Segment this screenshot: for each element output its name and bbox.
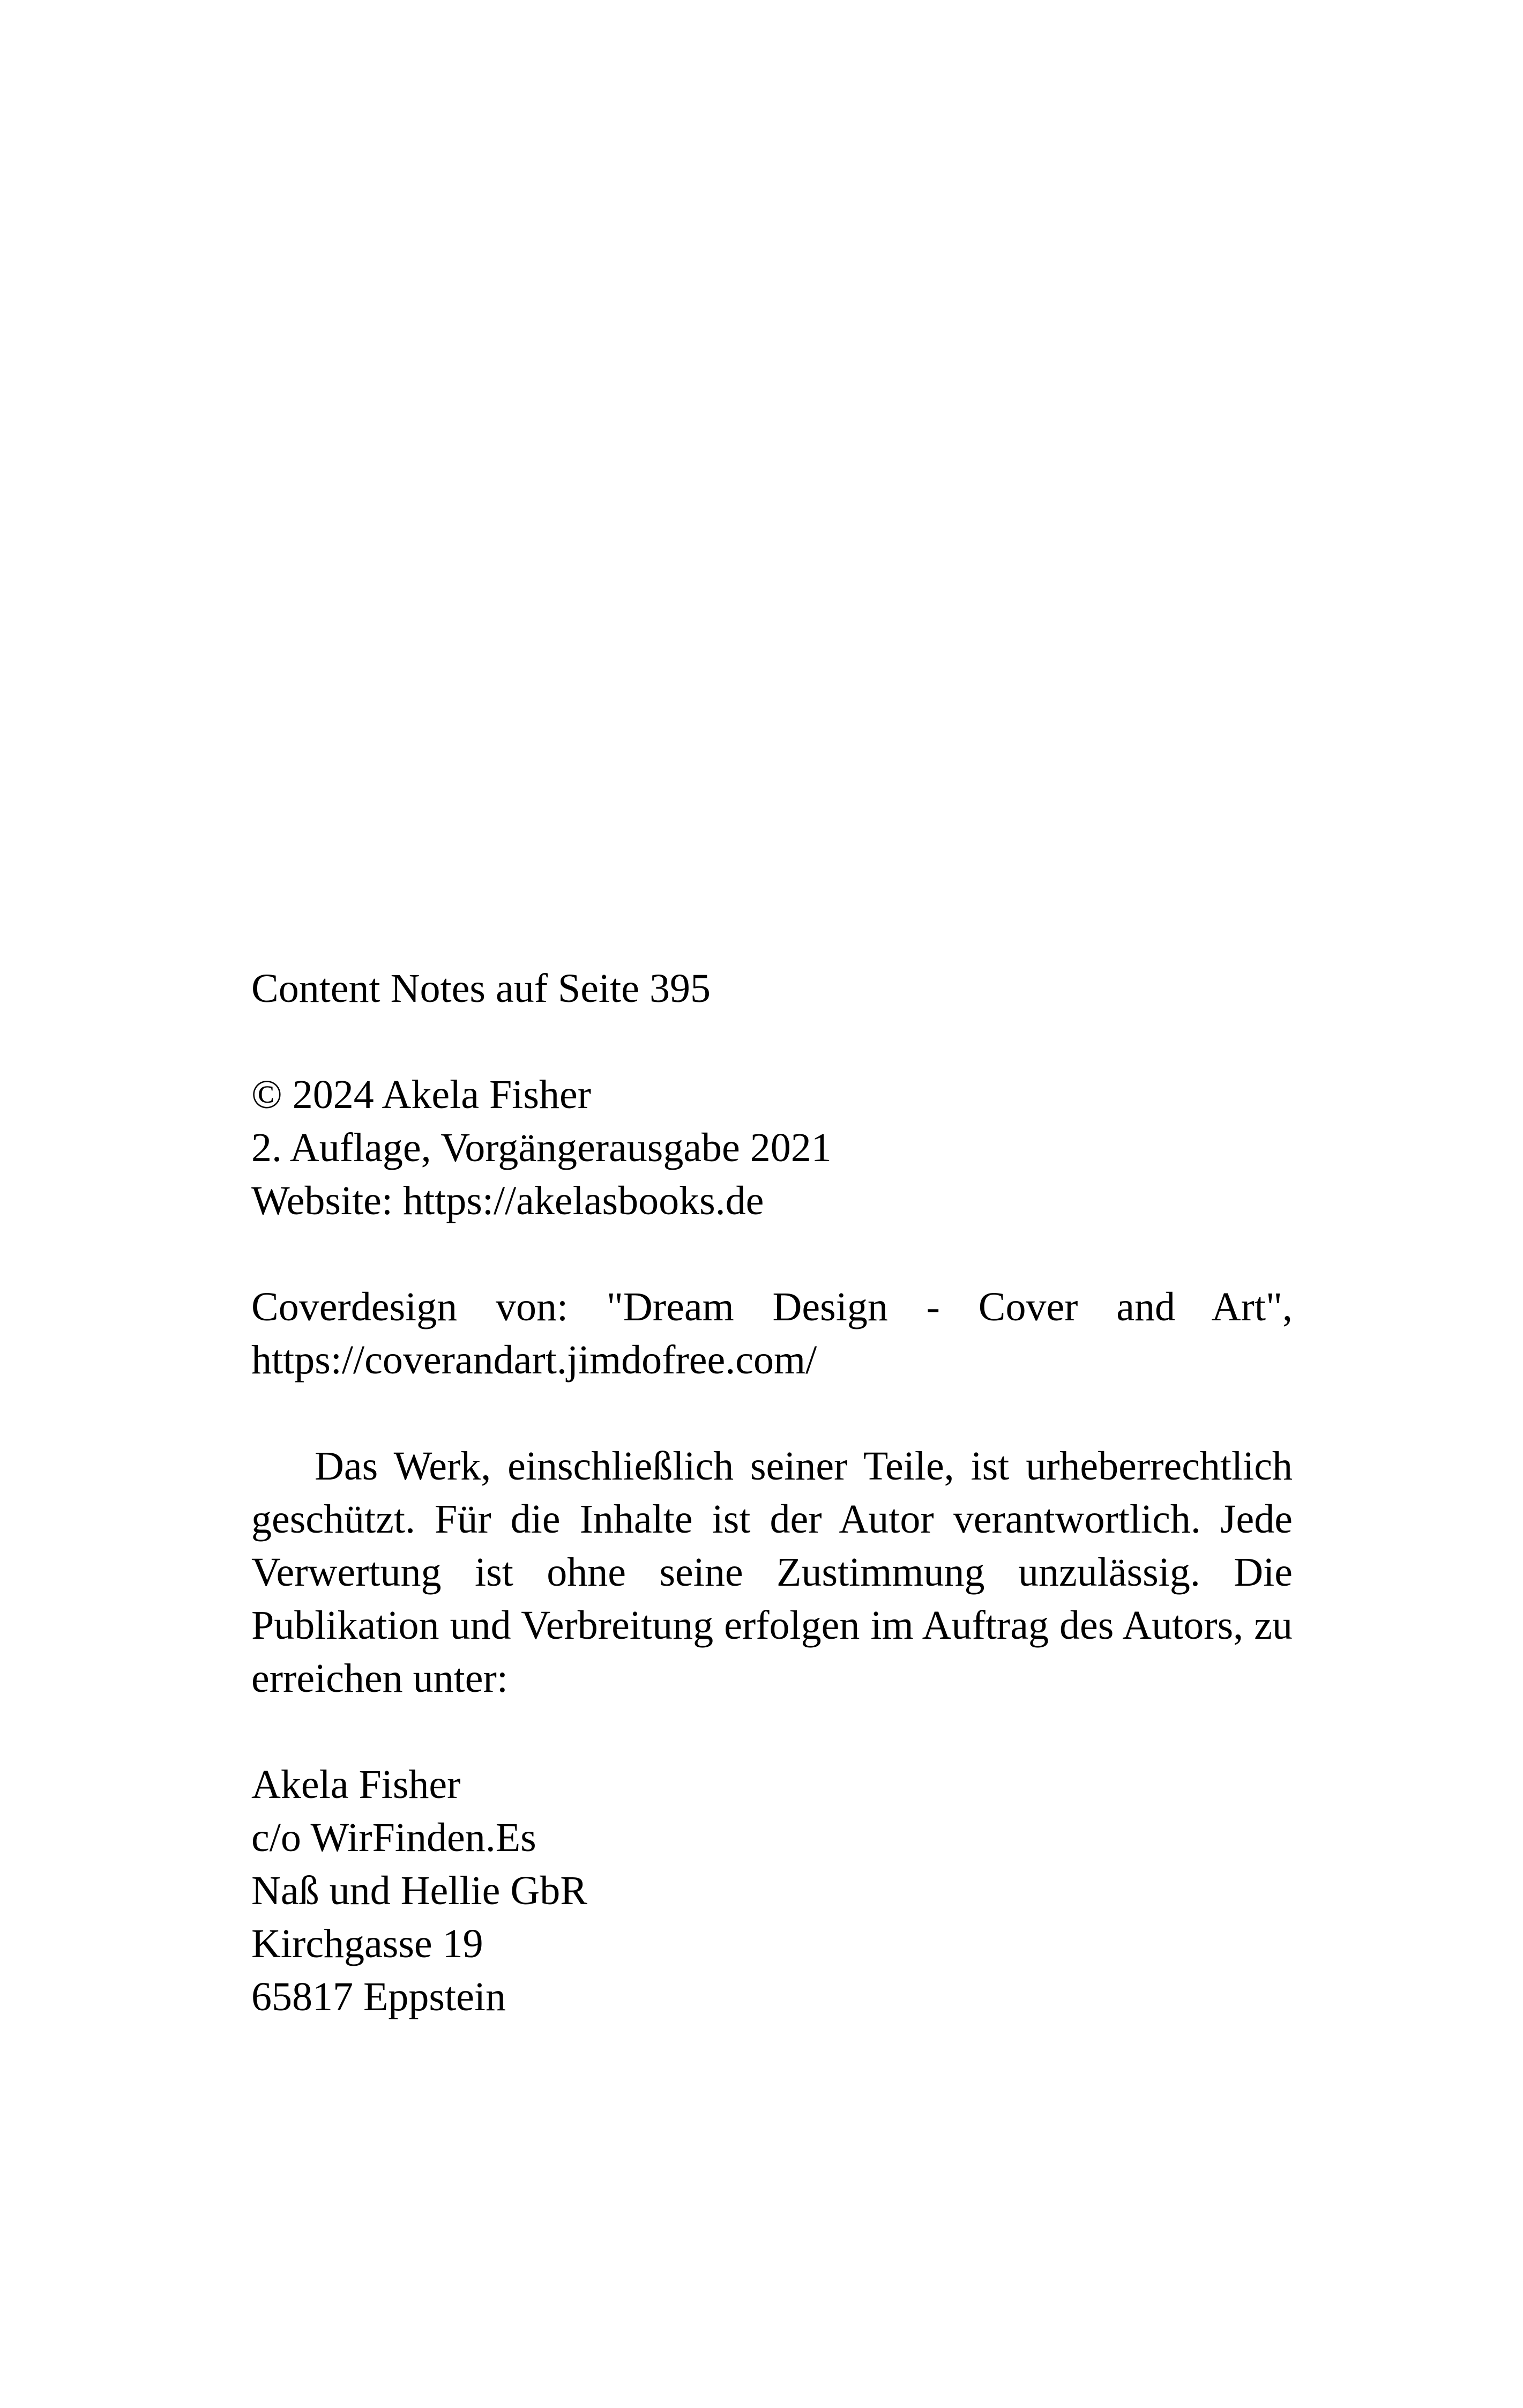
spacer [251, 1228, 1293, 1281]
address-city: 65817 Eppstein [251, 1974, 506, 2019]
copyright-line: © 2024 Akela Fisher [251, 1072, 592, 1117]
website-line: Website: https://akelasbooks.de [251, 1178, 764, 1223]
address-company: Naß und Hellie GbR [251, 1868, 587, 1913]
address-block [251, 1758, 1293, 2024]
cover-credit-block [251, 1281, 1293, 1387]
copyright-block [251, 1068, 1293, 1228]
cover-credit-url: https://coverandart.jimdofree.com/ [251, 1337, 817, 1383]
cover-credit-line: Coverdesign von: "Dream Design - Cover and Art", [251, 1284, 1293, 1329]
spacer [251, 1705, 1293, 1758]
address-street: Kirchgasse 19 [251, 1921, 483, 1966]
edition-line: 2. Auflage, Vorgängerausgabe 2021 [251, 1125, 832, 1170]
imprint-page [251, 962, 1293, 2024]
spacer [251, 1387, 1293, 1440]
address-name: Akela Fisher [251, 1762, 461, 1807]
spacer [251, 1015, 1293, 1068]
legal-paragraph: Das Werk, einschließlich seiner Teile, ist urheberrechtlich geschützt. Für die Inhalte ist der Autor verantwortlich. Jede Verwertung ist ohne seine Zustimmung unzulässig. Die Publikation und Verbreitung erfolgen im Auftrag des Autors, zu erreichen unter: [251, 1444, 1293, 1701]
address-care-of: c/o WirFinden.Es [251, 1815, 536, 1860]
content-notes: Content Notes auf Seite 395 [251, 966, 711, 1011]
